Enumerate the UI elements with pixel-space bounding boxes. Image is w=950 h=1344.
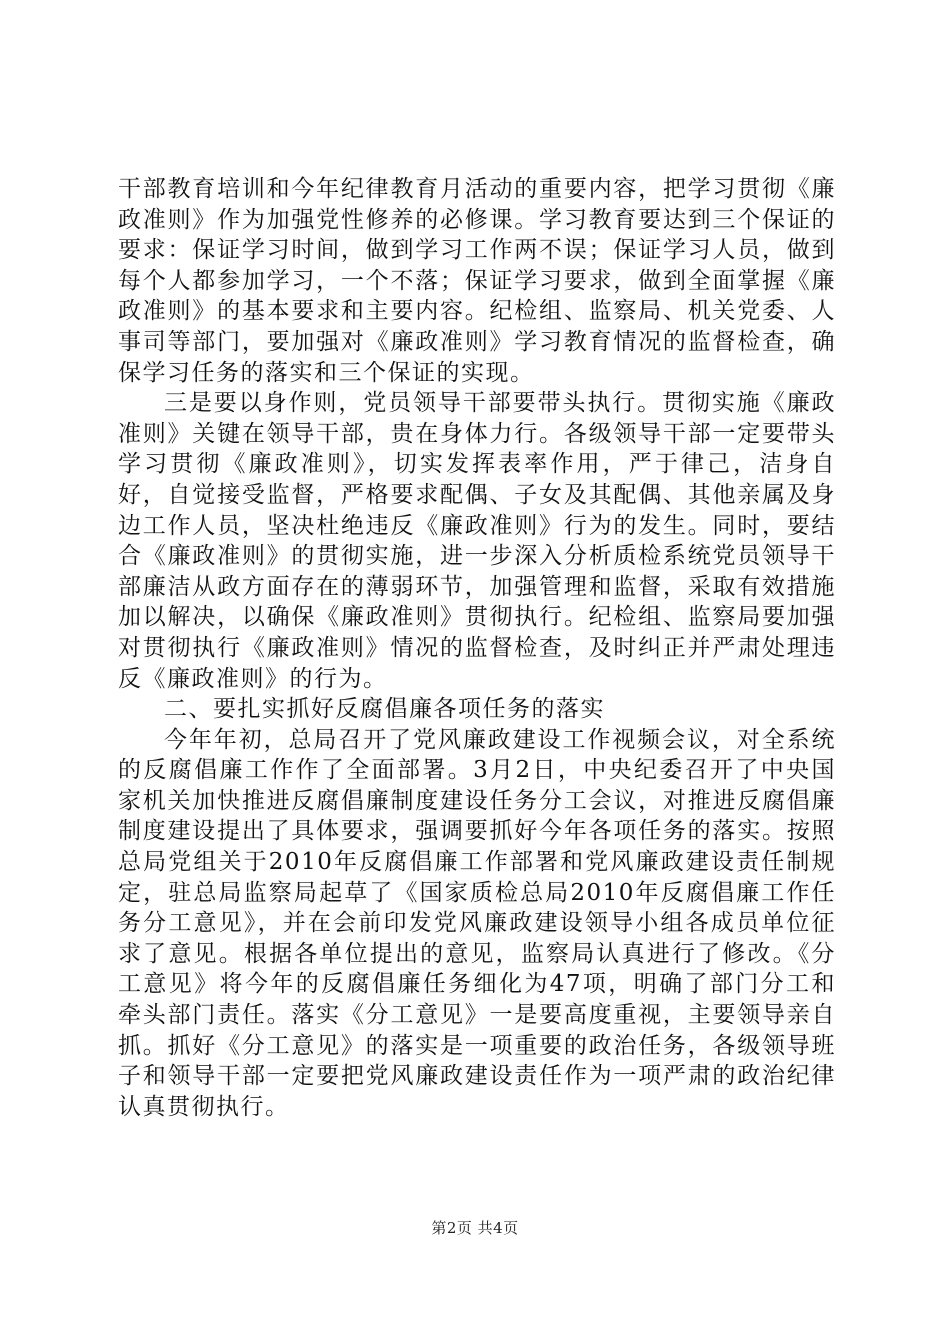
page-footer: 第2页 共4页 <box>431 1219 519 1237</box>
document-body <box>118 174 836 1122</box>
paragraph-lead-by-example: 三是要以身作则，党员领导干部要带头执行。贯彻实施《廉政准则》关键在领导干部，贵在身体力行。各级领导干部一定要带头学习贯彻《廉政准则》，切实发挥表率作用，严于律己，洁身自好，自觉接受监督，严格要求配偶、子女及其配偶、其他亲属及身边工作人员，坚决杜绝违反《廉政准则》行为的发生。同时，要结合《廉政准则》的贯彻实施，进一步深入分析质检系统党员领导干部廉洁从政方面存在的薄弱环节，加强管理和监督，采取有效措施加以解决，以确保《廉政准则》贯彻执行。纪检组、监察局要加强对贯彻执行《廉政准则》情况的监督检查，及时纠正并严肃处理违反《廉政准则》的行为。 <box>118 390 836 692</box>
paragraph-task-implementation: 今年年初，总局召开了党风廉政建设工作视频会议，对全系统的反腐倡廉工作作了全面部署。3月2日，中央纪委召开了中央国家机关加快推进反腐倡廉制度建设任务分工会议，对推进反腐倡廉制度建设提出了具体要求，强调要抓好今年各项任务的落实。按照总局党组关于2010年反腐倡廉工作部署和党风廉政建设责任制规定，驻总局监察局起草了《国家质检总局2010年反腐倡廉工作任务分工意见》，并在会前印发党风廉政建设领导小组各成员单位征求了意见。根据各单位提出的意见，监察局认真进行了修改。《分工意见》将今年的反腐倡廉任务细化为47项，明确了部门分工和牵头部门责任。落实《分工意见》一是要高度重视，主要领导亲自抓。抓好《分工意见》的落实是一项重要的政治任务，各级领导班子和领导干部一定要把党风廉政建设责任作为一项严肃的政治纪律认真贯彻执行。 <box>118 726 836 1120</box>
section-heading: 二、要扎实抓好反腐倡廉各项任务的落实 <box>164 696 605 723</box>
paragraph-continuation: 干部教育培训和今年纪律教育月活动的重要内容，把学习贯彻《廉政准则》作为加强党性修养的必修课。学习教育要达到三个保证的要求：保证学习时间，做到学习工作两不误；保证学习人员，做到每个人都参加学习，一个不落；保证学习要求，做到全面掌握《廉政准则》的基本要求和主要内容。纪检组、监察局、机关党委、人事司等部门，要加强对《廉政准则》学习教育情况的监督检查，确保学习任务的落实和三个保证的实现。 <box>118 176 836 386</box>
